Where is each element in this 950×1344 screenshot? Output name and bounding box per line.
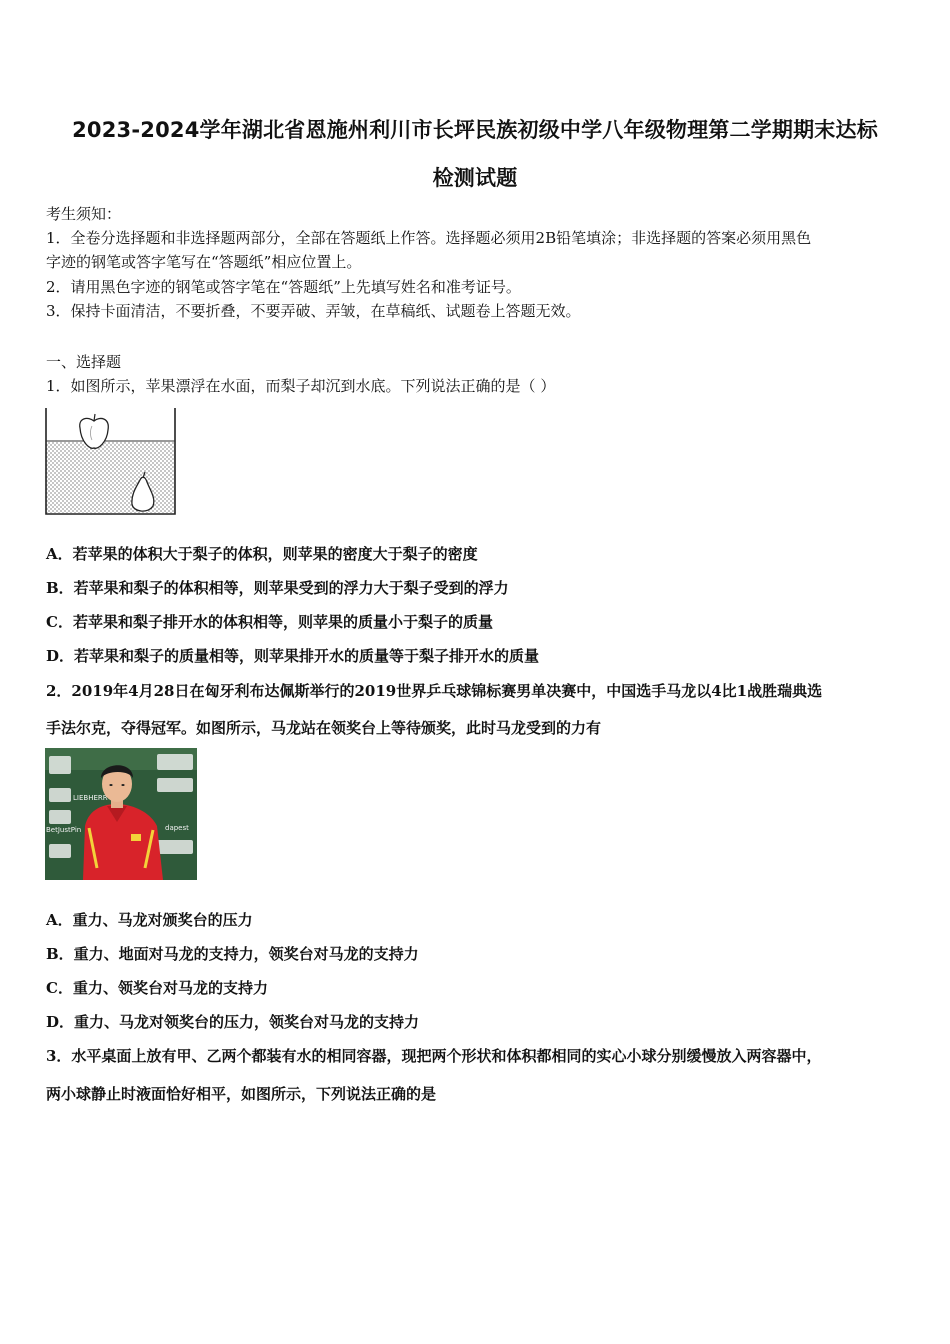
section-heading: 一、选择题: [46, 353, 122, 371]
q1-figure: [44, 406, 178, 516]
photo-hashtag: BetJustPin: [46, 826, 82, 834]
q2-option-d[interactable]: D．重力、马龙对领奖台的压力，领奖台对马龙的支持力: [46, 1013, 420, 1031]
q2-stem-line1: 2．2019年4月28日在匈牙利布达佩斯举行的2019世界乒乓球锦标赛男单决赛中，中国选手马龙以4比1战胜瑞典选: [46, 682, 823, 700]
q3-stem-line1: 3．水平桌面上放有甲、乙两个都装有水的相同容器，现把两个形状和体积都相同的实心小球分别缓慢放入两容器中，: [46, 1047, 822, 1065]
q2-stem-line2: 手法尔克，夺得冠军。如图所示，马龙站在领奖台上等待颁奖，此时马龙受到的力有: [46, 719, 602, 737]
q2-option-b[interactable]: B．重力、地面对马龙的支持力，领奖台对马龙的支持力: [46, 945, 419, 963]
q2-option-a[interactable]: A．重力、马龙对颁奖台的压力: [46, 911, 253, 929]
notice-item-2: 2．请用黑色字迹的钢笔或答字笔在“答题纸”上先填写姓名和准考证号。: [46, 278, 521, 296]
notice-heading: 考生须知：: [46, 205, 122, 223]
q1-option-c[interactable]: C．若苹果和梨子排开水的体积相等，则苹果的质量小于梨子的质量: [46, 613, 493, 631]
photo-banner-right: dapest: [165, 824, 189, 832]
q1-option-a[interactable]: A．若苹果的体积大于梨子的体积，则苹果的密度大于梨子的密度: [46, 545, 478, 563]
q3-stem-line2: 两小球静止时液面恰好相平，如图所示，下列说法正确的是: [46, 1085, 437, 1103]
q1-stem: 1．如图所示，苹果漂浮在水面，而梨子却沉到水底。下列说法正确的是（ ）: [46, 377, 556, 395]
doc-title-line1: 2023-2024学年湖北省恩施州利川市长坪民族初级中学八年级物理第二学期期末达标: [72, 118, 878, 142]
notice-item-1: 1．全卷分选择题和非选择题两部分，全部在答题纸上作答。选择题必须用2B铅笔填涂；非选择题的答案必须用黑色: [46, 229, 812, 247]
notice-item-3: 3．保持卡面清洁，不要折叠，不要弄破、弄皱，在草稿纸、试题卷上答题无效。: [46, 302, 581, 320]
q2-option-c[interactable]: C．重力、领奖台对马龙的支持力: [46, 979, 268, 997]
doc-title-line2: 检测试题: [432, 166, 518, 190]
photo-banner-left: LIEBHERR: [73, 794, 108, 802]
q2-photo: [45, 748, 197, 880]
q1-option-d[interactable]: D．若苹果和梨子的质量相等，则苹果排开水的质量等于梨子排开水的质量: [46, 647, 540, 665]
q1-option-b[interactable]: B．若苹果和梨子的体积相等，则苹果受到的浮力大于梨子受到的浮力: [46, 579, 509, 597]
notice-item-1-cont: 字迹的钢笔或答字笔写在“答题纸”相应位置上。: [46, 253, 362, 271]
